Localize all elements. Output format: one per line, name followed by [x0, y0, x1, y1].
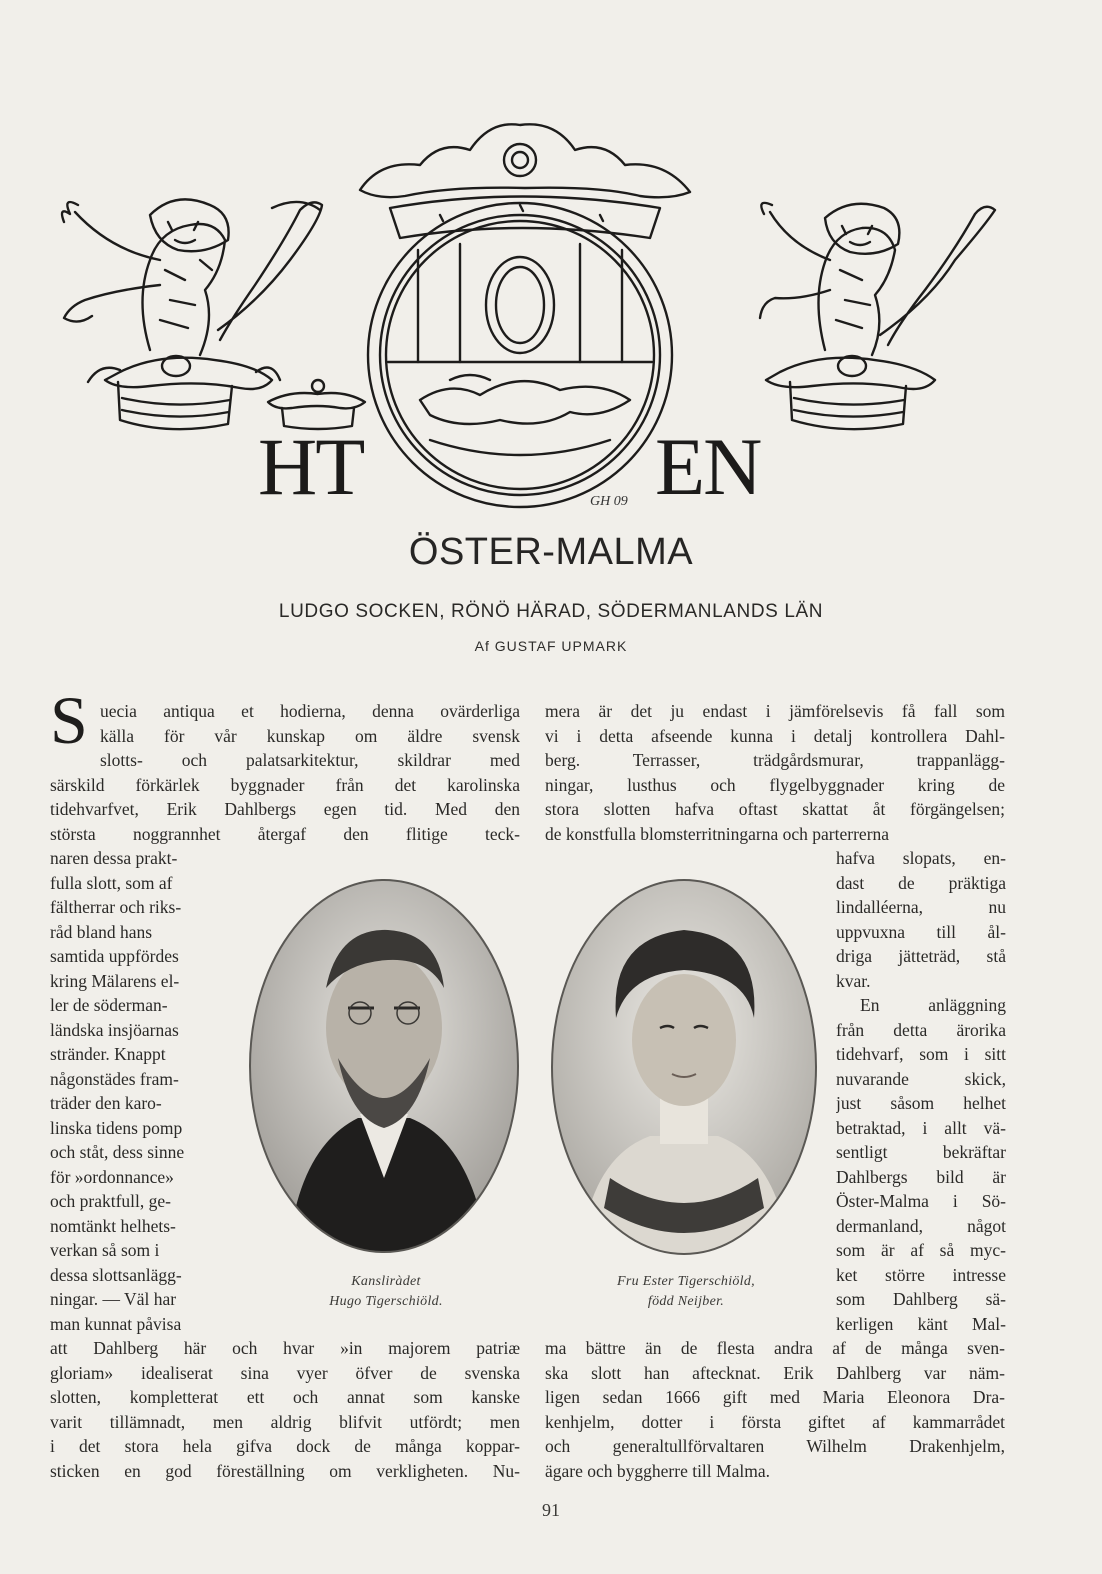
- left-text-line: gloriam» idealiserat sina vyer öfver de svenska: [50, 1362, 520, 1383]
- right-text-line: som är af så myc-: [836, 1240, 1006, 1260]
- right-tiger-crest-icon: [760, 203, 995, 429]
- right-text-line: och generaltullförvaltaren Wilhelm Drakenhjelm,: [545, 1436, 1005, 1456]
- left-text-line: uecia antiqua et hodierna, denna ovärderliga: [100, 701, 520, 721]
- left-text-line: i det stora hela gifva dock de många koppar-: [50, 1436, 520, 1456]
- caption-woman-line2: född Neijber.: [647, 1294, 725, 1309]
- right-text-line: dast de präktiga: [836, 872, 1006, 893]
- heading-letters-right: EN: [655, 421, 761, 512]
- left-text-line: källa för vår kunskap om äldre svensk: [100, 725, 520, 746]
- article-title: ÖSTER-MALMA: [408, 531, 694, 573]
- left-text-line: slotts- och palatsarkitektur, skildrar med: [100, 750, 520, 770]
- caption-woman-line1: Fru Ester Tigerschiöld,: [617, 1274, 755, 1289]
- heading-letters-left: HT: [258, 421, 364, 512]
- right-text-line: uppvuxna till ål-: [836, 921, 1006, 942]
- right-text-line: ägare och byggherre till Malma.: [545, 1460, 770, 1481]
- right-text-line: kvar.: [836, 970, 871, 991]
- right-text-line: ska slott han aftecknat. Erik Dahlberg var näm-: [545, 1362, 1005, 1383]
- left-text-line: ler de söderman-: [50, 995, 168, 1015]
- left-text-line: varit tillämnadt, men aldrig blifvit utfördt; men: [50, 1411, 520, 1432]
- portrait-photo-woman: [550, 878, 818, 1256]
- article-byline: Af GUSTAF UPMARK: [474, 638, 628, 654]
- page-number: 91: [542, 1500, 560, 1520]
- left-text-line: man kunnat påvisa: [50, 1313, 182, 1334]
- left-text-line: och praktfull, ge-: [50, 1191, 171, 1211]
- left-text-line: och ståt, dess sinne: [50, 1142, 185, 1162]
- article-subtitle: LUDGO SOCKEN, RÖNÖ HÄRAD, SÖDERMANLANDS LÄN: [278, 601, 824, 622]
- right-text-line: kerligen känt Mal-: [836, 1313, 1006, 1334]
- left-text-line: naren dessa prakt-: [50, 848, 178, 868]
- portrait-photo-man: [248, 878, 520, 1254]
- right-text-line: ket större intresse: [836, 1264, 1006, 1285]
- left-text-line: linska tidens pomp: [50, 1117, 183, 1138]
- right-text-line: berg. Terrasser, trädgårdsmurar, trappanlägg-: [545, 750, 1005, 770]
- right-text-line: just såsom helhet: [836, 1093, 1006, 1113]
- right-text-line: driga jätteträd, stå: [836, 946, 1006, 966]
- right-text-line: Dahlbergs bild är: [836, 1166, 1006, 1187]
- caption-man-line1: Kansliràdet: [351, 1274, 421, 1289]
- left-text-line: fältherrar och riks-: [50, 897, 182, 917]
- left-text-line: ländska insjöarnas: [50, 1019, 179, 1040]
- coat-of-arms-seal-icon: [368, 203, 672, 507]
- right-text-line: betraktad, i allt vä-: [836, 1117, 1006, 1138]
- left-text-line: samtida uppfördes: [50, 946, 179, 966]
- left-text-line: för »ordonnance»: [50, 1166, 174, 1187]
- left-text-line: någonstädes fram-: [50, 1068, 179, 1089]
- right-text-line: ningar, lusthus och flygelbyggnader kring de: [545, 774, 1005, 795]
- right-text-line: de konstfulla blomsterritningarna och parterrerna: [545, 823, 890, 844]
- left-text-line: råd bland hans: [50, 921, 153, 942]
- right-text-line: hafva slopats, en-: [836, 848, 1006, 868]
- left-text-line: slotten, kompletterat ett och annat som kanske: [50, 1387, 520, 1407]
- left-text-line: dessa slottsanlägg-: [50, 1264, 182, 1285]
- artist-initials: GH 09: [590, 494, 628, 509]
- right-text-line: nuvarande skick,: [836, 1068, 1006, 1089]
- right-text-line: ma bättre än de flesta andra af de många sven-: [545, 1338, 1005, 1358]
- left-text-line: största noggrannhet återgaf den flitige teck-: [50, 823, 520, 844]
- left-text-line: tidehvarfvet, Erik Dahlbergs egen tid. Med den: [50, 799, 520, 819]
- right-text-line: mera är det ju endast i jämförelsevis få fall som: [545, 701, 1005, 721]
- portrait-caption-woman: [586, 1272, 786, 1312]
- left-text-line: fulla slott, som af: [50, 872, 173, 893]
- left-text-line: sticken en god föreställning om verkligheten. Nu-: [50, 1460, 520, 1481]
- heraldic-header-illustration: [0, 0, 1102, 520]
- right-text-line: En anläggning: [860, 995, 1006, 1015]
- right-text-line: tidehvarf, som i sitt: [836, 1044, 1006, 1064]
- right-text-line: sentligt bekräftar: [836, 1142, 1006, 1162]
- right-text-line: stora slotten hafva oftast skattat åt förgängelsen;: [545, 799, 1005, 819]
- portrait-caption-man: [290, 1272, 482, 1312]
- drop-cap: S: [50, 682, 88, 758]
- left-text-line: träder den karo-: [50, 1093, 162, 1113]
- left-text-line: verkan så som i: [50, 1240, 160, 1260]
- left-text-line: att Dahlberg här och hvar »in majorem patriæ: [50, 1338, 520, 1358]
- right-text-line: kenhjelm, dotter i första giftet af kammarrådet: [545, 1411, 1005, 1432]
- right-text-line: från detta ärorika: [836, 1019, 1006, 1040]
- right-text-line: lindalléerna, nu: [836, 897, 1006, 917]
- right-text-line: ligen sedan 1666 gift med Maria Eleonora Dra-: [545, 1387, 1005, 1407]
- left-text-line: kring Mälarens el-: [50, 970, 180, 991]
- left-text-line: ningar. — Väl har: [50, 1289, 177, 1309]
- right-text-line: Öster-Malma i Sö-: [836, 1191, 1006, 1211]
- left-text-line: nomtänkt helhets-: [50, 1215, 176, 1236]
- right-text-line: som Dahlberg sä-: [836, 1289, 1006, 1309]
- left-text-line: stränder. Knappt: [50, 1044, 166, 1064]
- caption-man-line2: Hugo Tigerschiöld.: [329, 1294, 443, 1309]
- right-text-line: vi i detta afseende kunna i detalj kontrollera Dahl-: [545, 725, 1005, 746]
- left-text-line: särskild förkärlek byggnader från det karolinska: [50, 774, 520, 795]
- right-text-line: dermanland, något: [836, 1215, 1006, 1236]
